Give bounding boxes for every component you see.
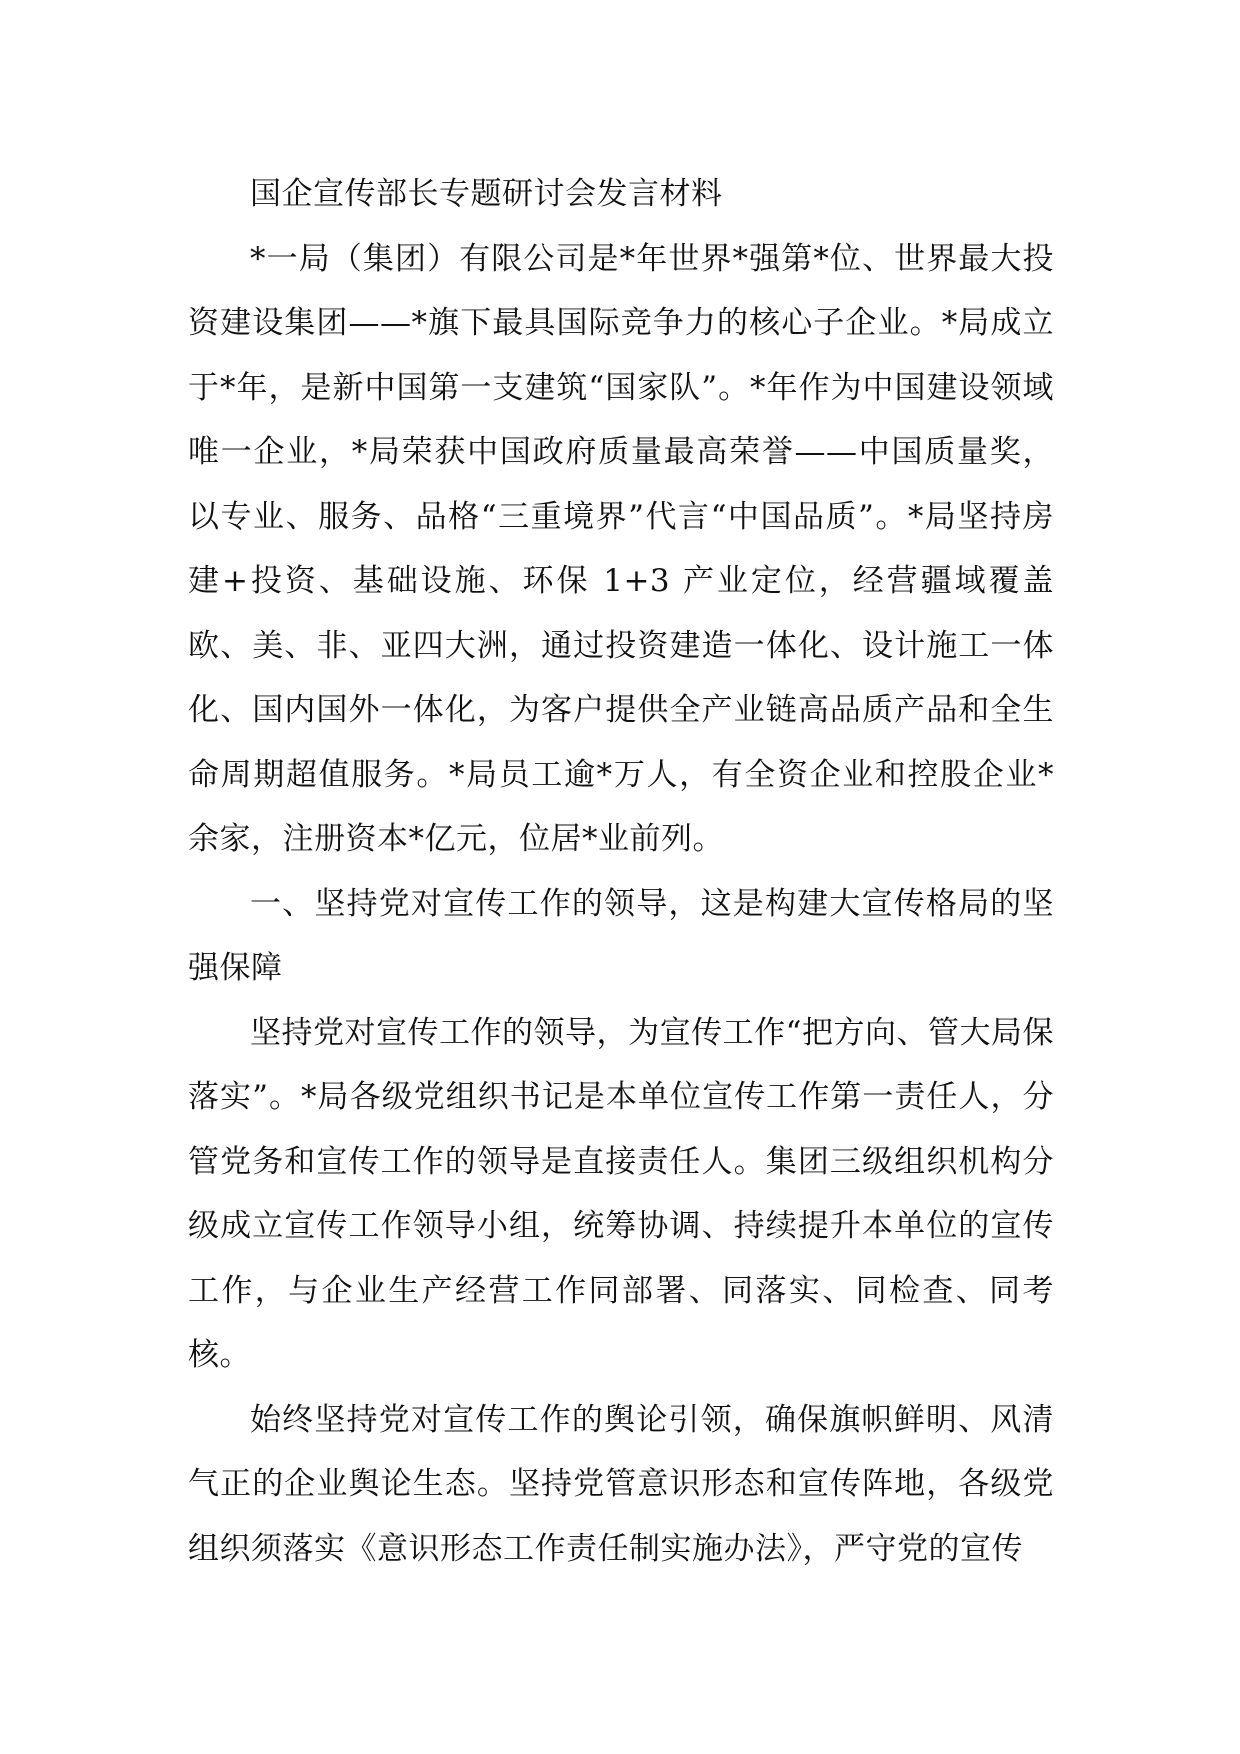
- document-body: [188, 162, 1054, 1581]
- section-heading-1: 一、坚持党对宣传工作的领导，这是构建大宣传格局的坚强保障: [188, 885, 1054, 986]
- paragraph-company-intro: *一局（集团）有限公司是*年世界*强第*位、世界最大投资建设集团——*旗下最具国际竞争力的核心子企业。*局成立于*年，是新中国第一支建筑“国家队”。*年作为中国建设领域唯一企业，*局荣获中国政府质量最高荣誉——中国质量奖，以专业、服务、品格“三重境界”代言“中国品质”。*局坚持房建+投资、基础设施、环保 1+3 产业定位，经营疆域覆盖欧、美、非、亚四大洲，通过投资建造一体化、设计施工一体化、国内国外一体化，为客户提供全产业链高品质产品和全生命周期超值服务。*局员工逾*万人，有全资企业和控股企业*余家，注册资本*亿元，位居*业前列。: [188, 240, 1054, 857]
- document-title: 国企宣传部长专题研讨会发言材料: [250, 176, 723, 212]
- paragraph-party-leadership: 坚持党对宣传工作的领导，为宣传工作“把方向、管大局保落实”。*局各级党组织书记是本单位宣传工作第一责任人，分管党务和宣传工作的领导是直接责任人。集团三级组织机构分级成立宣传工作领导小组，统筹协调、持续提升本单位的宣传工作，与企业生产经营工作同部署、同落实、同检查、同考核。: [188, 1014, 1054, 1373]
- paragraph-public-opinion: 始终坚持党对宣传工作的舆论引领，确保旗帜鲜明、风清气正的企业舆论生态。坚持党管意识形态和宣传阵地，各级党组织须落实《意识形态工作责任制实施办法》，严守党的宣传: [188, 1401, 1054, 1567]
